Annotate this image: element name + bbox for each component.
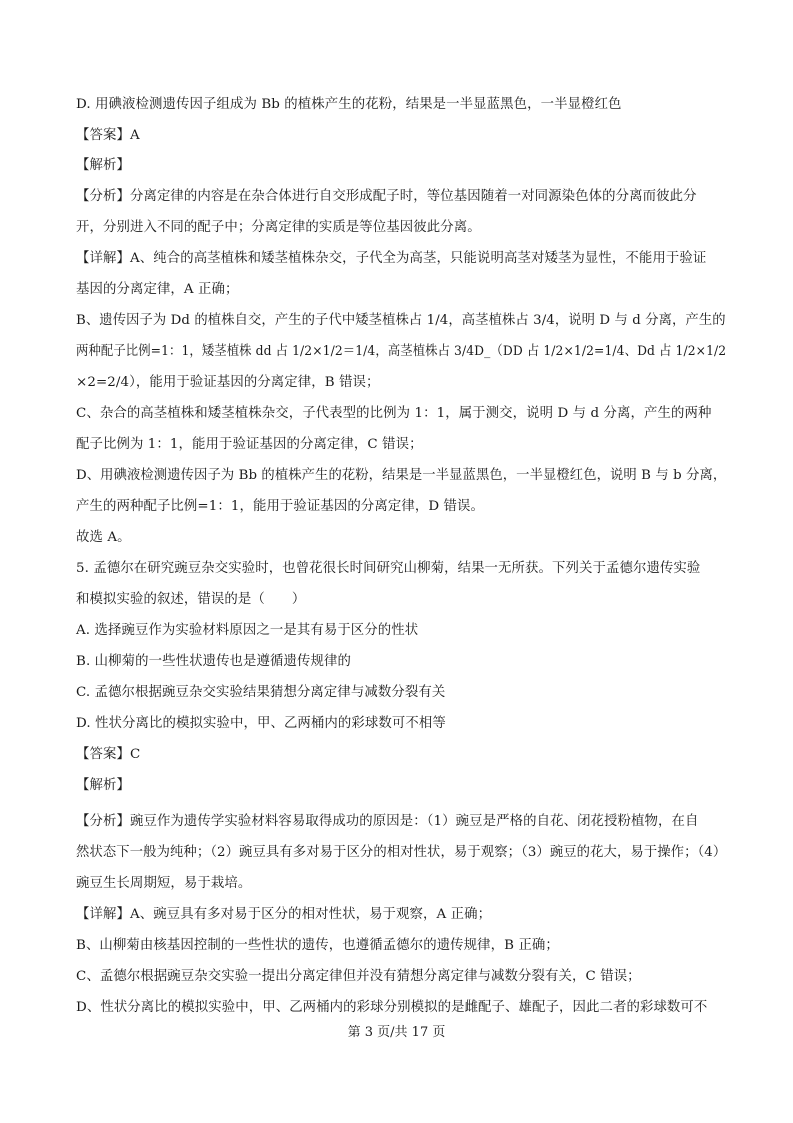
text-line: 然状态下一般为纯种；（2）豌豆具有多对易于区分的相对性状，易于观察；（3）豌豆的花大，易于操作；（4）: [76, 845, 727, 860]
text-line: D、用碘液检测遗传因子为 Bb 的植株产生的花粉，结果是一半显蓝黑色，一半显橙红色，说明 B 与 b 分离，: [76, 468, 727, 483]
text-line: D、性状分离比的模拟实验中，甲、乙两桶内的彩球分别模拟的是雌配子、雄配子，因此二者的彩球数可不: [76, 1000, 708, 1015]
answer-label: 【答案】C: [76, 747, 141, 762]
option-c: C. 孟德尔根据豌豆杂交实验结果猜想分离定律与减数分裂有关: [76, 685, 446, 700]
page-number: 第 3 页/共 17 页: [347, 1025, 446, 1040]
analysis-label: 【解析】: [76, 778, 130, 793]
option-d: D. 性状分离比的模拟实验中，甲、乙两桶内的彩球数可不相等: [76, 716, 446, 731]
analysis-label: 【解析】: [76, 158, 130, 173]
question-text: 5. 孟德尔在研究豌豆杂交实验时，也曾花很长时间研究山柳菊，结果一无所获。下列关于孟德尔遗传实验: [76, 561, 701, 576]
text-line: C、孟德尔根据豌豆杂交实验一提出分离定律但并没有猜想分离定律与减数分裂有关，C 错误；: [76, 969, 641, 984]
text-line: 配子比例为 1：1，能用于验证基因的分离定律，C 错误；: [76, 437, 423, 452]
text-line: 豌豆生长周期短，易于栽培。: [76, 876, 252, 891]
text-line: 【详解】A、豌豆具有多对易于区分的相对性状，易于观察，A 正确；: [76, 907, 492, 922]
text-line: 基因的分离定律，A 正确；: [76, 282, 239, 297]
text-line: ×2=2/4），能用于验证基因的分离定律，B 错误；: [76, 375, 380, 390]
text-line: 故选 A。: [76, 530, 131, 545]
text-line: B、遗传因子为 Dd 的植株自交，产生的子代中矮茎植株占 1/4，高茎植株占 3/4，说明 D 与 d 分离，产生的: [76, 313, 726, 328]
answer-label: 【答案】A: [76, 128, 140, 143]
option-a: A. 选择豌豆作为实验材料原因之一是其有易于区分的性状: [76, 623, 419, 638]
text-line: D. 用碘液检测遗传因子组成为 Bb 的植株产生的花粉，结果是一半显蓝黑色，一半显橙红色: [76, 97, 622, 112]
text-line: 产生的两种配子比例=1：1，能用于验证基因的分离定律，D 错误。: [76, 499, 484, 514]
text-line: 开，分别进入不同的配子中；分离定律的实质是等位基因彼此分离。: [76, 220, 481, 235]
text-line: B、山柳菊由核基因控制的一些性状的遗传，也遵循孟德尔的遗传规律，B 正确；: [76, 938, 559, 953]
text-line: 【分析】豌豆作为遗传学实验材料容易取得成功的原因是：（1）豌豆是严格的自花、闭花授粉植物，在自: [76, 814, 699, 829]
question-text: 和模拟实验的叙述，错误的是（ ）: [76, 592, 306, 607]
text-line: 两种配子比例=1：1，矮茎植株 dd 占 1/2×1/2＝1/4，高茎植株占 3/4D_（DD 占 1/2×1/2=1/4、Dd 占 1/2×1/2: [76, 344, 727, 359]
text-line: 【详解】A、纯合的高茎植株和矮茎植株杂交，子代全为高茎，只能说明高茎对矮茎为显性，不能用于验证: [76, 251, 707, 266]
text-line: 【分析】分离定律的内容是在杂合体进行自交形成配子时，等位基因随着一对同源染色体的分离而彼此分: [76, 189, 697, 204]
option-b: B. 山柳菊的一些性状遗传也是遵循遗传规律的: [76, 654, 351, 669]
text-line: C、杂合的高茎植株和矮茎植株杂交，子代表型的比例为 1：1，属于测交，说明 D 与 d 分离，产生的两种: [76, 406, 712, 421]
